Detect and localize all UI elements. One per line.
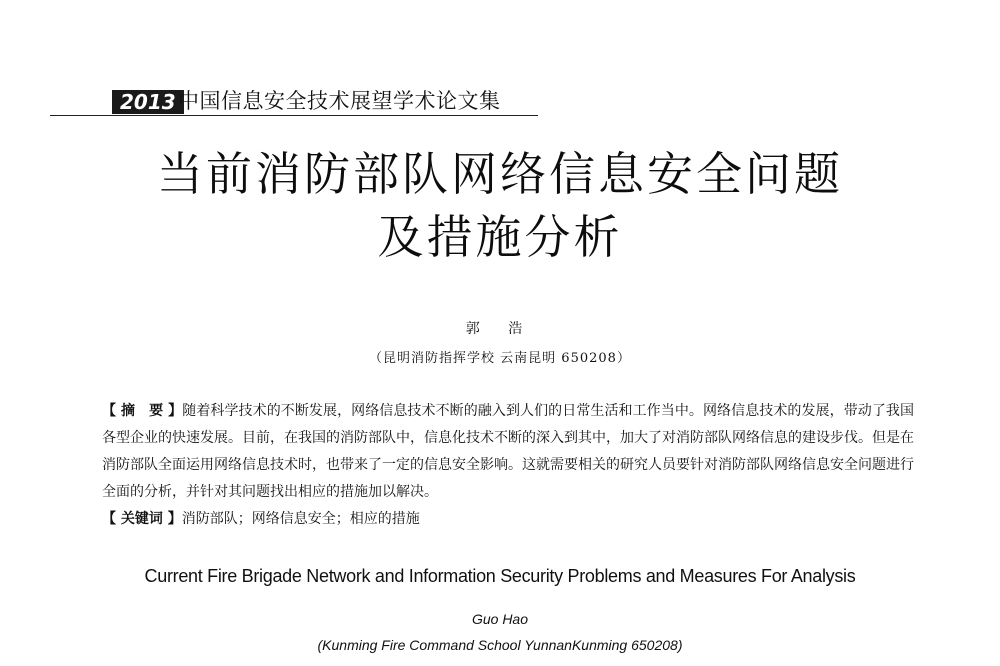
- affiliation-cn: （昆明消防指挥学校 云南昆明 650208）: [369, 351, 631, 366]
- abstract-paragraph: [102, 398, 914, 506]
- affiliation-en: (Kunming Fire Command School YunnanKunming 650208): [317, 637, 683, 653]
- abstract-block: [102, 398, 914, 533]
- paper-title-en: Current Fire Brigade Network and Information Security Problems and Measures For Analysis: [144, 566, 856, 586]
- keywords-label: 【 关键词 】: [102, 511, 182, 527]
- abstract-label: 【 摘 要 】: [102, 403, 183, 419]
- keywords-paragraph: [102, 506, 914, 533]
- series-title: 中国信息安全技术展望学术论文集: [178, 89, 501, 113]
- keywords-text: 消防部队；网络信息安全；相应的措施: [181, 511, 420, 527]
- header-rule: [50, 115, 538, 116]
- paper-title-line-2: 及措施分析: [377, 210, 623, 264]
- year-badge: 2013: [112, 90, 184, 114]
- abstract-text: 随着科学技术的不断发展，网络信息技术不断的融入到人们的日常生活和工作当中。网络信息技术的发展，带动了我国各型企业的快速发展。目前，在我国的消防部队中，信息化技术不断的深入到其中，加大了对消防部队网络信息的建设步伐。但是在消防部队全面运用网络信息技术时，也带来了一定的信息安全影响。这就需要相关的研究人员要针对消防部队网络信息安全问题进行全面的分析，并针对其问题找出相应的措施加以解决。: [102, 403, 914, 500]
- paper-title-line-1: 当前消防部队网络信息安全问题: [157, 147, 843, 201]
- author-name-cn: 郭 浩: [465, 321, 535, 337]
- author-name-en: Guo Hao: [471, 611, 529, 627]
